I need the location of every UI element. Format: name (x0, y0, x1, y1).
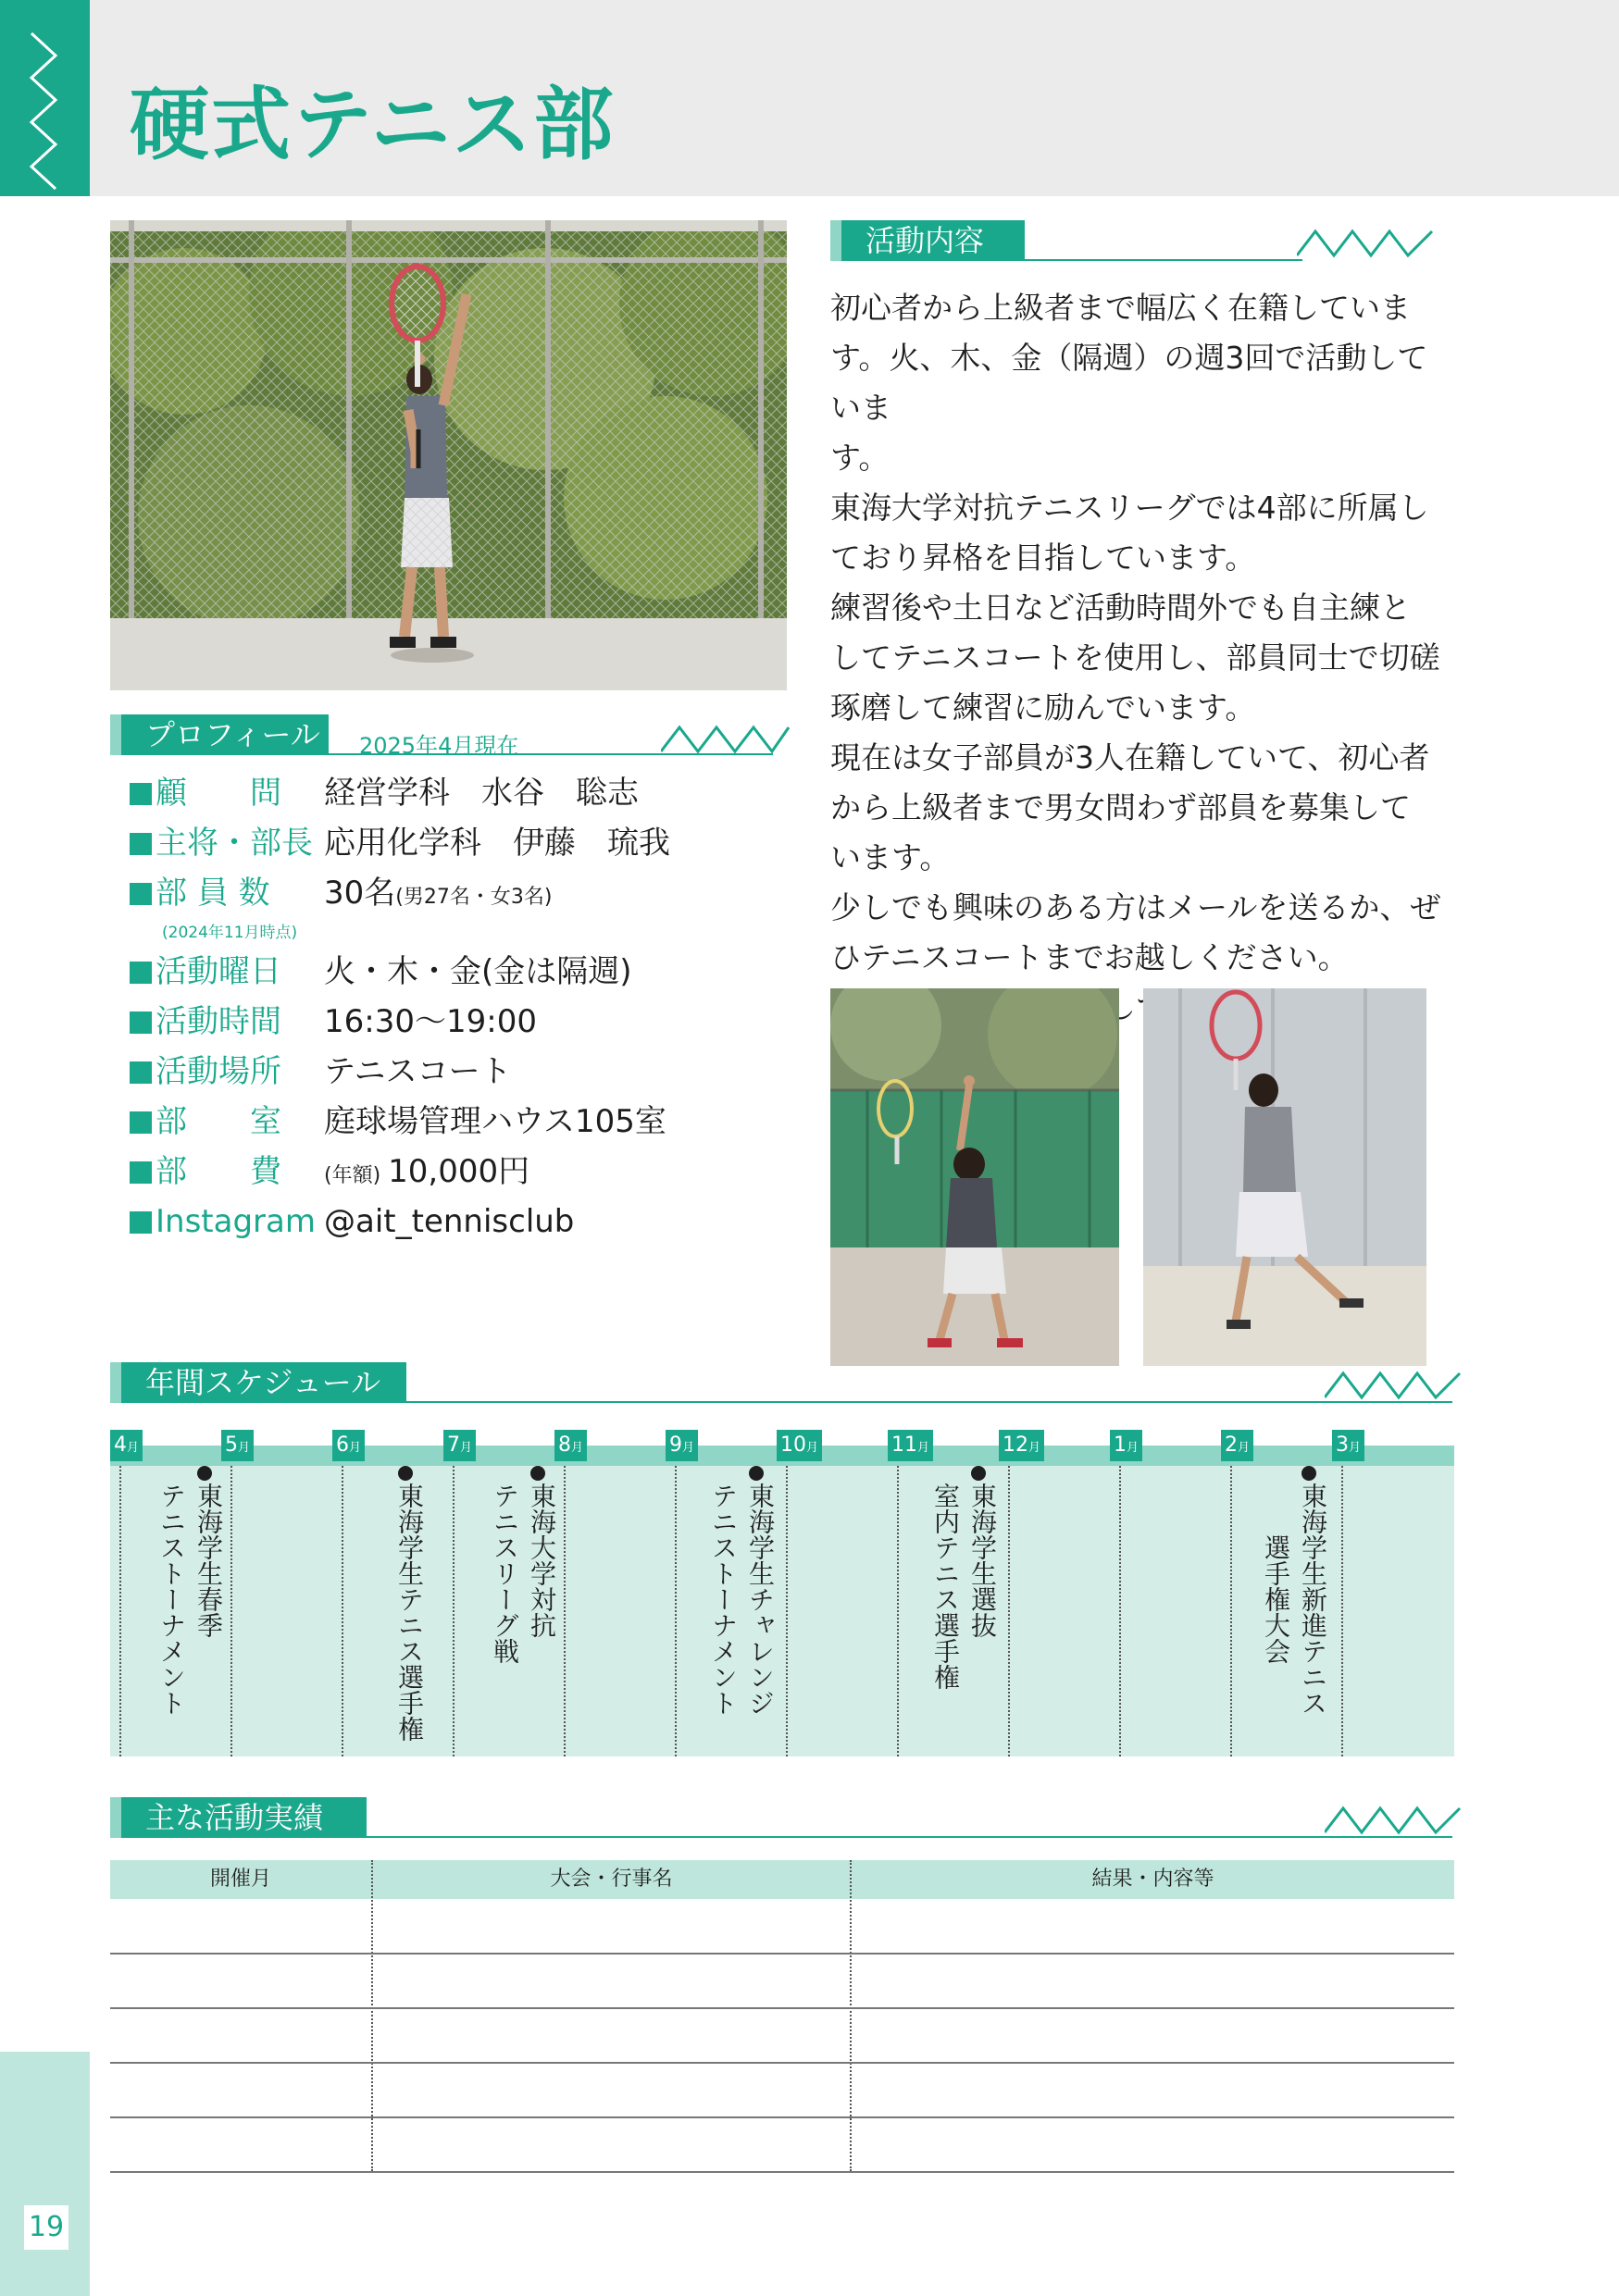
bullet-square-icon (130, 962, 152, 984)
page-number: 19 (24, 2205, 68, 2250)
month-divider (453, 1466, 455, 1756)
bullet-square-icon (130, 1161, 152, 1184)
profile-row-value-text: テニスコート (324, 1053, 512, 1090)
schedule-event-text: 東海学生テニス選手権 (394, 1483, 425, 1742)
bullet-square-icon (130, 1011, 152, 1034)
profile-row-value (324, 870, 552, 921)
profile-row-key (130, 949, 329, 995)
month-unit: 月 (571, 1441, 584, 1455)
month-label (443, 1430, 476, 1461)
activity-line: から上級者まで男女問わず部員を募集して (830, 789, 1411, 825)
table-row (110, 2007, 1454, 2009)
month-divider (230, 1466, 232, 1756)
results-col-month: 開催月 (209, 1868, 271, 1891)
practice-photo-left (830, 988, 1119, 1366)
profile-row-value (324, 1198, 574, 1249)
page-title: 硬式テニス部 (130, 79, 616, 171)
month-number: 2 (1225, 1433, 1238, 1457)
schedule-event-text: 東海大学対抗 (527, 1483, 557, 1638)
schedule-event-text: テニスリーグ戦 (490, 1483, 520, 1664)
profile-row-value-text: 30名 (324, 875, 396, 912)
schedule-event-text: 東海学生春季 (193, 1483, 224, 1638)
event-dot-icon (749, 1466, 764, 1481)
zigzag-decoration-icon (1297, 224, 1436, 261)
profile-row-value (324, 820, 670, 871)
month-unit: 月 (460, 1441, 473, 1455)
month-number: 5 (225, 1433, 238, 1457)
header-side-tab (0, 0, 90, 196)
profile-row-value (324, 1148, 529, 1199)
month-unit: 月 (238, 1441, 251, 1455)
activity-line: ひテニスコートまでお越しください。 (830, 939, 1349, 975)
month-unit: 月 (917, 1441, 930, 1455)
month-number: 7 (447, 1433, 460, 1457)
activity-line: 初心者から上級者まで幅広く在籍していま (830, 290, 1411, 326)
activity-line: ており昇格を目指しています。 (830, 540, 1256, 576)
profile-row-key (130, 999, 329, 1045)
activity-line: 琢磨して練習に励んでいます。 (830, 689, 1256, 726)
schedule-event-text: 東海学生チャレンジ (745, 1483, 776, 1716)
bullet-square-icon (130, 1211, 152, 1234)
schedule-event-text: 室内テニス選手権 (930, 1483, 961, 1690)
profile-row-value (324, 1049, 512, 1099)
zigzag-decoration-icon (0, 0, 90, 196)
month-number: 9 (669, 1433, 682, 1457)
month-label (1332, 1430, 1364, 1461)
event-dot-icon (197, 1466, 212, 1481)
month-label (1110, 1430, 1142, 1461)
month-number: 4 (114, 1433, 127, 1457)
activity-line: す。 (830, 440, 890, 476)
activity-description (830, 283, 1441, 1033)
results-col-event: 大会・行事名 (550, 1868, 673, 1891)
bullet-square-icon (130, 833, 152, 855)
schedule-event-text: テニストーナメント (156, 1483, 187, 1716)
profile-row-key-label: 部 員 数 (156, 875, 270, 912)
month-label (554, 1430, 587, 1461)
tennis-player-photo-icon (830, 988, 1119, 1366)
month-unit: 月 (806, 1441, 819, 1455)
profile-row-note: (年額) (324, 1164, 381, 1187)
profile-as-of: 2025年4月現在 (359, 733, 519, 759)
zigzag-decoration-icon (661, 720, 791, 757)
month-divider (1119, 1466, 1121, 1756)
month-number: 11 (891, 1433, 917, 1457)
activity-line: す。火、木、金（隔週）の週3回で活動していま (830, 340, 1428, 426)
tennis-player-photo-icon (1143, 988, 1426, 1366)
bullet-square-icon (130, 1061, 152, 1084)
schedule-event-text: 東海学生選抜 (967, 1483, 998, 1638)
month-number: 6 (336, 1433, 349, 1457)
profile-row-key (130, 1198, 329, 1245)
main-photo (110, 220, 787, 690)
month-label (110, 1430, 143, 1461)
month-label (332, 1430, 365, 1461)
profile-row-key-label: 部 室 (156, 1103, 281, 1140)
month-divider (1230, 1466, 1232, 1756)
activity-line: 現在は女子部員が3人在籍していて、初心者 (830, 739, 1430, 776)
profile-row-key-label: Instagram (156, 1203, 316, 1240)
event-dot-icon (971, 1466, 986, 1481)
month-label (777, 1430, 822, 1461)
profile-row-key (130, 820, 329, 866)
event-dot-icon (1301, 1466, 1316, 1481)
month-unit: 月 (682, 1441, 695, 1455)
month-unit: 月 (1028, 1441, 1041, 1455)
bullet-square-icon (130, 783, 152, 805)
month-unit: 月 (1349, 1441, 1362, 1455)
activity-heading: 活動内容 (830, 220, 1441, 261)
activity-line: 東海大学対抗テニスリーグでは4部に所属し (830, 490, 1429, 526)
month-label (888, 1430, 933, 1461)
profile-row-value (324, 949, 632, 999)
results-col-result: 結果・内容等 (1091, 1868, 1214, 1891)
profile-row-value-text: 経営学科 水谷 聡志 (324, 775, 639, 812)
profile-row-key-label: 活動曜日 (156, 953, 281, 990)
practice-photo-right (1143, 988, 1426, 1366)
bullet-square-icon (130, 1111, 152, 1134)
month-number: 12 (1003, 1433, 1028, 1457)
member-count-note: (2024年11月時点) (162, 924, 298, 942)
month-number: 10 (780, 1433, 806, 1457)
table-row (110, 2062, 1454, 2064)
table-row (110, 2171, 1454, 2173)
zigzag-decoration-icon (1325, 1366, 1463, 1403)
month-unit: 月 (127, 1441, 140, 1455)
profile-row-key-label: 顧 問 (156, 775, 281, 812)
month-divider (786, 1466, 788, 1756)
profile-row-key (130, 870, 329, 916)
profile-row-value-text: 火・木・金(金は隔週) (324, 953, 632, 990)
profile-row-key-label: 主将・部長 (156, 825, 313, 862)
profile-row-key (130, 1049, 329, 1095)
results-col-divider (371, 1860, 373, 2171)
activity-line: います。 (830, 839, 951, 875)
schedule-grid (110, 1446, 1454, 1756)
month-divider (1341, 1466, 1343, 1756)
profile-heading: プロフィール (110, 714, 787, 755)
activity-line: 少しでも興味のある方はメールを送るか、ぜ (830, 889, 1441, 925)
month-label (999, 1430, 1044, 1461)
month-divider (564, 1466, 566, 1756)
zigzag-decoration-icon (1325, 1801, 1463, 1838)
profile-row-value (324, 1098, 666, 1149)
event-dot-icon (398, 1466, 413, 1481)
results-col-divider (850, 1860, 852, 2171)
month-number: 3 (1336, 1433, 1349, 1457)
activity-line: 練習後や土日など活動時間外でも自主練と (830, 590, 1411, 626)
profile-row-value-text: 10,000円 (388, 1153, 530, 1190)
month-number: 8 (558, 1433, 571, 1457)
month-number: 1 (1114, 1433, 1127, 1457)
profile-row-key (130, 1148, 329, 1195)
event-dot-icon (530, 1466, 545, 1481)
activity-line: してテニスコートを使用し、部員同士で切磋 (830, 639, 1440, 676)
month-divider (675, 1466, 677, 1756)
schedule-event-text: テニストーナメント (708, 1483, 739, 1716)
profile-row-key-label: 部 費 (156, 1153, 281, 1190)
table-row (110, 2116, 1454, 2118)
profile-row-value (324, 770, 639, 821)
profile-row-key-label: 活動時間 (156, 1003, 281, 1040)
month-unit: 月 (1127, 1441, 1140, 1455)
month-unit: 月 (349, 1441, 362, 1455)
profile-row-value-text: @ait_tennisclub (324, 1203, 575, 1240)
profile-row-key (130, 1098, 329, 1145)
profile-row-value-text: 応用化学科 伊藤 琉我 (324, 825, 670, 862)
table-row (110, 1953, 1454, 1955)
schedule-heading: 年間スケジュール (110, 1362, 1454, 1403)
profile-row-value-text: 庭球場管理ハウス105室 (324, 1103, 666, 1140)
month-unit: 月 (1238, 1441, 1251, 1455)
profile-row-note: (男27名・女3名) (395, 886, 553, 909)
month-label (1221, 1430, 1253, 1461)
month-divider (342, 1466, 343, 1756)
profile-row-value (324, 999, 537, 1049)
profile-row-key (130, 770, 329, 816)
profile-row-value-text: 16:30〜19:00 (324, 1003, 537, 1040)
schedule-event-text: 東海学生新進テニス (1298, 1483, 1328, 1716)
profile-row-key-label: 活動場所 (156, 1053, 281, 1090)
footer-side-tab (0, 2052, 90, 2296)
month-divider (897, 1466, 899, 1756)
month-divider (1008, 1466, 1010, 1756)
schedule-event-text: 選手権大会 (1261, 1483, 1291, 1664)
month-divider (119, 1466, 121, 1756)
month-label (221, 1430, 254, 1461)
bullet-square-icon (130, 883, 152, 905)
tennis-serve-photo-icon (110, 220, 787, 690)
results-heading: 主な活動実績 (110, 1797, 1454, 1838)
month-label (666, 1430, 698, 1461)
